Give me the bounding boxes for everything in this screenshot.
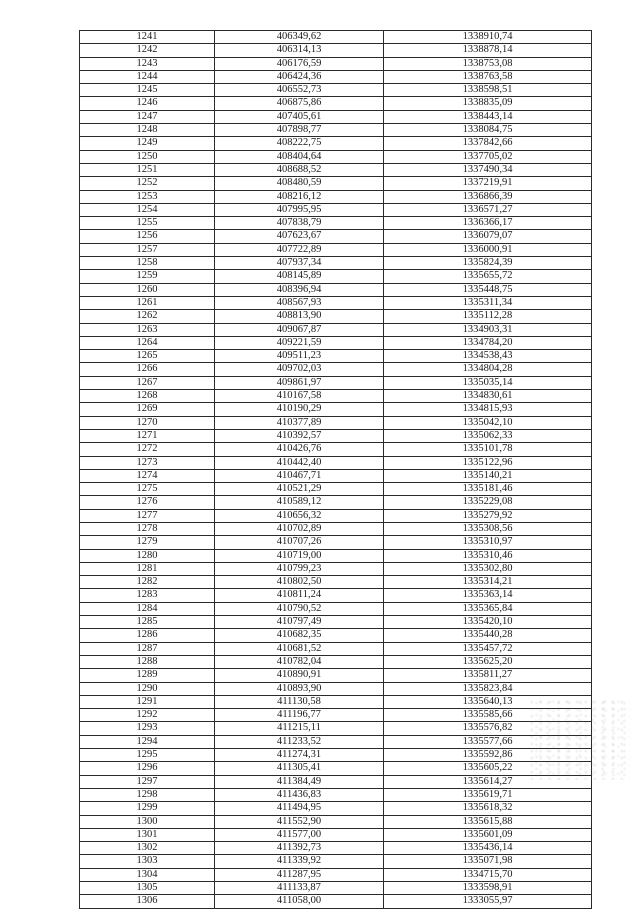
table-row [80,110,592,123]
y-coordinate-cell: 1335035,14 [384,376,592,389]
x-coordinate-cell: 411436,83 [215,788,384,801]
x-coordinate-cell: 406176,59 [215,57,384,70]
x-coordinate-cell: 411305,41 [215,762,384,775]
x-coordinate-cell: 407937,34 [215,257,384,270]
table-row [80,429,592,442]
x-coordinate-cell: 409067,87 [215,323,384,336]
point-number-cell: 1268 [80,390,215,403]
y-coordinate-cell: 1335436,14 [384,842,592,855]
table-row [80,669,592,682]
x-coordinate-cell: 408480,59 [215,177,384,190]
y-coordinate-cell: 1333055,97 [384,895,592,908]
table-row [80,788,592,801]
y-coordinate-cell: 1335618,32 [384,802,592,815]
y-coordinate-cell: 1335122,96 [384,456,592,469]
table-row [80,376,592,389]
table-row [80,496,592,509]
table-row [80,642,592,655]
y-coordinate-cell: 1335308,56 [384,522,592,535]
point-number-cell: 1284 [80,602,215,615]
point-number-cell: 1250 [80,150,215,163]
y-coordinate-cell: 1335605,22 [384,762,592,775]
y-coordinate-cell: 1335140,21 [384,469,592,482]
point-number-cell: 1269 [80,403,215,416]
x-coordinate-cell: 410589,12 [215,496,384,509]
y-coordinate-cell: 1335229,08 [384,496,592,509]
y-coordinate-cell: 1335824,39 [384,257,592,270]
y-coordinate-cell: 1335640,13 [384,695,592,708]
table-row [80,203,592,216]
x-coordinate-cell: 410682,35 [215,629,384,642]
point-number-cell: 1297 [80,775,215,788]
x-coordinate-cell: 411058,00 [215,895,384,908]
point-number-cell: 1264 [80,336,215,349]
point-number-cell: 1279 [80,536,215,549]
x-coordinate-cell: 410392,57 [215,429,384,442]
point-number-cell: 1272 [80,443,215,456]
y-coordinate-cell: 1335592,86 [384,749,592,762]
table-row [80,695,592,708]
x-coordinate-cell: 407898,77 [215,124,384,137]
point-number-cell: 1277 [80,509,215,522]
y-coordinate-cell: 1335365,84 [384,602,592,615]
x-coordinate-cell: 408216,12 [215,190,384,203]
point-number-cell: 1301 [80,828,215,841]
point-number-cell: 1249 [80,137,215,150]
y-coordinate-cell: 1337705,02 [384,150,592,163]
point-number-cell: 1290 [80,682,215,695]
table-row [80,749,592,762]
table-row [80,762,592,775]
x-coordinate-cell: 410707,26 [215,536,384,549]
point-number-cell: 1266 [80,363,215,376]
table-row [80,283,592,296]
table-row [80,363,592,376]
point-number-cell: 1275 [80,483,215,496]
y-coordinate-cell: 1337490,34 [384,163,592,176]
y-coordinate-cell: 1338443,14 [384,110,592,123]
table-row [80,31,592,44]
table-row [80,336,592,349]
y-coordinate-cell: 1335440,28 [384,629,592,642]
point-number-cell: 1241 [80,31,215,44]
y-coordinate-cell: 1338753,08 [384,57,592,70]
y-coordinate-cell: 1335625,20 [384,655,592,668]
table-row [80,602,592,615]
y-coordinate-cell: 1338910,74 [384,31,592,44]
table-row [80,443,592,456]
point-number-cell: 1283 [80,589,215,602]
y-coordinate-cell: 1335112,28 [384,310,592,323]
y-coordinate-cell: 1337219,91 [384,177,592,190]
y-coordinate-cell: 1335655,72 [384,270,592,283]
y-coordinate-cell: 1336571,27 [384,203,592,216]
x-coordinate-cell: 410467,71 [215,469,384,482]
x-coordinate-cell: 410702,89 [215,522,384,535]
y-coordinate-cell: 1335101,78 [384,443,592,456]
x-coordinate-cell: 410377,89 [215,416,384,429]
table-row [80,629,592,642]
table-row [80,775,592,788]
x-coordinate-cell: 409702,03 [215,363,384,376]
point-number-cell: 1304 [80,868,215,881]
y-coordinate-cell: 1335457,72 [384,642,592,655]
x-coordinate-cell: 410442,40 [215,456,384,469]
point-number-cell: 1258 [80,257,215,270]
y-coordinate-cell: 1335279,92 [384,509,592,522]
point-number-cell: 1300 [80,815,215,828]
y-coordinate-cell: 1334715,70 [384,868,592,881]
x-coordinate-cell: 410890,91 [215,669,384,682]
point-number-cell: 1265 [80,350,215,363]
x-coordinate-cell: 410893,90 [215,682,384,695]
table-row [80,483,592,496]
point-number-cell: 1305 [80,882,215,895]
point-number-cell: 1295 [80,749,215,762]
y-coordinate-cell: 1335311,34 [384,296,592,309]
table-row [80,323,592,336]
table-row [80,842,592,855]
point-number-cell: 1271 [80,429,215,442]
x-coordinate-cell: 411384,49 [215,775,384,788]
table-row [80,709,592,722]
table-row [80,124,592,137]
y-coordinate-cell: 1335576,82 [384,722,592,735]
x-coordinate-cell: 410190,29 [215,403,384,416]
table-row [80,509,592,522]
y-coordinate-cell: 1334538,43 [384,350,592,363]
x-coordinate-cell: 406424,36 [215,70,384,83]
table-row [80,190,592,203]
y-coordinate-cell: 1335310,46 [384,549,592,562]
table-row [80,895,592,908]
table-row [80,536,592,549]
x-coordinate-cell: 410802,50 [215,576,384,589]
y-coordinate-cell: 1334784,20 [384,336,592,349]
table-row [80,522,592,535]
y-coordinate-cell: 1335314,21 [384,576,592,589]
y-coordinate-cell: 1335302,80 [384,562,592,575]
table-row [80,589,592,602]
point-number-cell: 1306 [80,895,215,908]
table-row [80,177,592,190]
point-number-cell: 1296 [80,762,215,775]
x-coordinate-cell: 410681,52 [215,642,384,655]
x-coordinate-cell: 407995,95 [215,203,384,216]
point-number-cell: 1280 [80,549,215,562]
y-coordinate-cell: 1335577,66 [384,735,592,748]
coordinate-table-body [80,31,592,909]
x-coordinate-cell: 408145,89 [215,270,384,283]
table-row [80,403,592,416]
point-number-cell: 1282 [80,576,215,589]
table-row [80,97,592,110]
y-coordinate-cell: 1335181,46 [384,483,592,496]
table-row [80,217,592,230]
point-number-cell: 1257 [80,243,215,256]
table-row [80,735,592,748]
y-coordinate-cell: 1335823,84 [384,682,592,695]
table-row [80,84,592,97]
point-number-cell: 1298 [80,788,215,801]
table-row [80,230,592,243]
table-row [80,616,592,629]
point-number-cell: 1285 [80,616,215,629]
x-coordinate-cell: 407405,61 [215,110,384,123]
point-number-cell: 1294 [80,735,215,748]
table-row [80,855,592,868]
table-row [80,350,592,363]
x-coordinate-cell: 408813,90 [215,310,384,323]
x-coordinate-cell: 409511,23 [215,350,384,363]
point-number-cell: 1246 [80,97,215,110]
x-coordinate-cell: 406349,62 [215,31,384,44]
x-coordinate-cell: 410656,32 [215,509,384,522]
y-coordinate-cell: 1335811,27 [384,669,592,682]
point-number-cell: 1263 [80,323,215,336]
point-number-cell: 1274 [80,469,215,482]
x-coordinate-cell: 410521,29 [215,483,384,496]
point-number-cell: 1244 [80,70,215,83]
point-number-cell: 1276 [80,496,215,509]
table-row [80,562,592,575]
x-coordinate-cell: 406875,86 [215,97,384,110]
y-coordinate-cell: 1335601,09 [384,828,592,841]
point-number-cell: 1292 [80,709,215,722]
y-coordinate-cell: 1335042,10 [384,416,592,429]
y-coordinate-cell: 1338763,58 [384,70,592,83]
table-row [80,456,592,469]
y-coordinate-cell: 1336079,07 [384,230,592,243]
x-coordinate-cell: 411339,92 [215,855,384,868]
table-row [80,243,592,256]
x-coordinate-cell: 410799,23 [215,562,384,575]
y-coordinate-cell: 1336366,17 [384,217,592,230]
y-coordinate-cell: 1334815,93 [384,403,592,416]
y-coordinate-cell: 1333598,91 [384,882,592,895]
y-coordinate-cell: 1335420,10 [384,616,592,629]
table-row [80,576,592,589]
table-row [80,44,592,57]
table-row [80,270,592,283]
table-row [80,868,592,881]
x-coordinate-cell: 406314,13 [215,44,384,57]
point-number-cell: 1278 [80,522,215,535]
x-coordinate-cell: 409861,97 [215,376,384,389]
x-coordinate-cell: 407838,79 [215,217,384,230]
table-row [80,416,592,429]
x-coordinate-cell: 407623,67 [215,230,384,243]
table-row [80,682,592,695]
y-coordinate-cell: 1336000,91 [384,243,592,256]
y-coordinate-cell: 1334830,61 [384,390,592,403]
point-number-cell: 1252 [80,177,215,190]
table-row [80,296,592,309]
point-number-cell: 1286 [80,629,215,642]
point-number-cell: 1299 [80,802,215,815]
point-number-cell: 1262 [80,310,215,323]
point-number-cell: 1253 [80,190,215,203]
point-number-cell: 1247 [80,110,215,123]
table-row [80,882,592,895]
y-coordinate-cell: 1335363,14 [384,589,592,602]
table-row [80,390,592,403]
x-coordinate-cell: 410811,24 [215,589,384,602]
table-row [80,257,592,270]
y-coordinate-cell: 1338878,14 [384,44,592,57]
x-coordinate-cell: 411196,77 [215,709,384,722]
point-number-cell: 1256 [80,230,215,243]
x-coordinate-cell: 411287,95 [215,868,384,881]
table-row [80,828,592,841]
x-coordinate-cell: 410719,00 [215,549,384,562]
y-coordinate-cell: 1335448,75 [384,283,592,296]
table-row [80,310,592,323]
table-row [80,722,592,735]
point-number-cell: 1242 [80,44,215,57]
table-row [80,150,592,163]
x-coordinate-cell: 408396,94 [215,283,384,296]
x-coordinate-cell: 411130,58 [215,695,384,708]
table-row [80,802,592,815]
point-number-cell: 1243 [80,57,215,70]
y-coordinate-cell: 1337842,66 [384,137,592,150]
x-coordinate-cell: 408222,75 [215,137,384,150]
y-coordinate-cell: 1335585,66 [384,709,592,722]
x-coordinate-cell: 411494,95 [215,802,384,815]
y-coordinate-cell: 1335071,98 [384,855,592,868]
x-coordinate-cell: 411577,00 [215,828,384,841]
y-coordinate-cell: 1335614,27 [384,775,592,788]
y-coordinate-cell: 1338598,51 [384,84,592,97]
x-coordinate-cell: 410782,04 [215,655,384,668]
x-coordinate-cell: 411274,31 [215,749,384,762]
x-coordinate-cell: 410790,52 [215,602,384,615]
y-coordinate-cell: 1335062,33 [384,429,592,442]
point-number-cell: 1289 [80,669,215,682]
table-row [80,815,592,828]
y-coordinate-cell: 1338084,75 [384,124,592,137]
point-number-cell: 1273 [80,456,215,469]
y-coordinate-cell: 1335615,88 [384,815,592,828]
x-coordinate-cell: 410426,76 [215,443,384,456]
y-coordinate-cell: 1335619,71 [384,788,592,801]
x-coordinate-cell: 407722,89 [215,243,384,256]
point-number-cell: 1261 [80,296,215,309]
point-number-cell: 1288 [80,655,215,668]
table-row [80,655,592,668]
x-coordinate-cell: 408404,64 [215,150,384,163]
x-coordinate-cell: 408567,93 [215,296,384,309]
point-number-cell: 1259 [80,270,215,283]
y-coordinate-cell: 1334903,31 [384,323,592,336]
x-coordinate-cell: 406552,73 [215,84,384,97]
point-number-cell: 1245 [80,84,215,97]
x-coordinate-cell: 410167,58 [215,390,384,403]
x-coordinate-cell: 411233,52 [215,735,384,748]
table-row [80,137,592,150]
point-number-cell: 1267 [80,376,215,389]
x-coordinate-cell: 411215,11 [215,722,384,735]
x-coordinate-cell: 409221,59 [215,336,384,349]
point-number-cell: 1270 [80,416,215,429]
point-number-cell: 1248 [80,124,215,137]
point-number-cell: 1255 [80,217,215,230]
point-number-cell: 1291 [80,695,215,708]
point-number-cell: 1254 [80,203,215,216]
point-number-cell: 1251 [80,163,215,176]
point-number-cell: 1303 [80,855,215,868]
table-row [80,469,592,482]
table-row [80,163,592,176]
table-row [80,70,592,83]
table-row [80,549,592,562]
point-number-cell: 1293 [80,722,215,735]
x-coordinate-cell: 411133,87 [215,882,384,895]
table-row [80,57,592,70]
coordinate-table [79,30,592,909]
y-coordinate-cell: 1338835,09 [384,97,592,110]
x-coordinate-cell: 410797,49 [215,616,384,629]
point-number-cell: 1302 [80,842,215,855]
y-coordinate-cell: 1336866,39 [384,190,592,203]
point-number-cell: 1281 [80,562,215,575]
point-number-cell: 1287 [80,642,215,655]
x-coordinate-cell: 411392,73 [215,842,384,855]
x-coordinate-cell: 411552,90 [215,815,384,828]
y-coordinate-cell: 1334804,28 [384,363,592,376]
point-number-cell: 1260 [80,283,215,296]
x-coordinate-cell: 408688,52 [215,163,384,176]
y-coordinate-cell: 1335310,97 [384,536,592,549]
